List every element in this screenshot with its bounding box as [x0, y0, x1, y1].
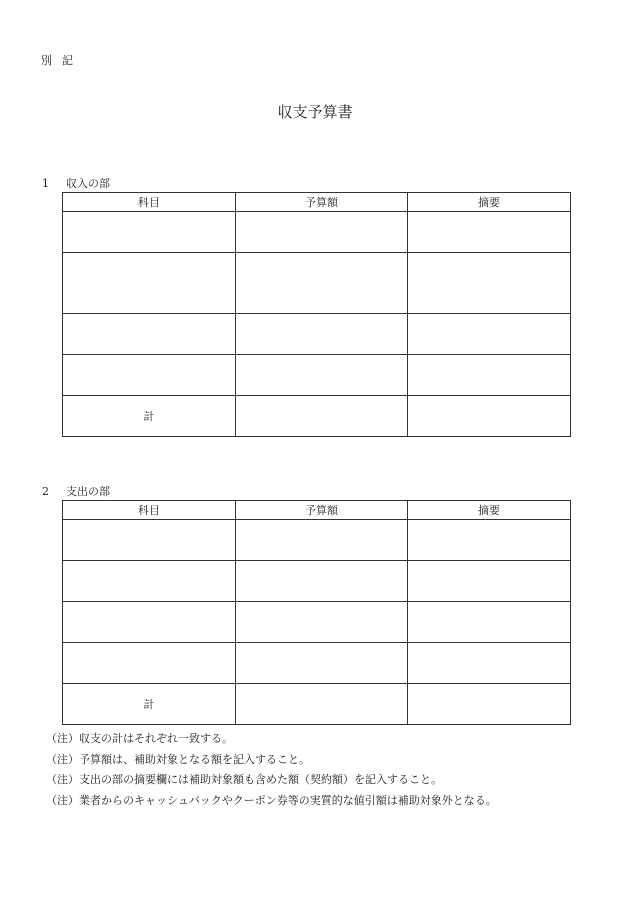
table-row — [63, 355, 571, 396]
amount-cell[interactable] — [236, 643, 408, 684]
total-amount-cell[interactable] — [236, 684, 408, 725]
table-row — [63, 602, 571, 643]
table-row — [63, 561, 571, 602]
total-row — [63, 684, 571, 725]
appendix-char: 別 — [41, 54, 52, 67]
amount-cell[interactable] — [236, 602, 408, 643]
section-number: 1 — [42, 177, 49, 190]
column-header-summary: 摘要 — [408, 193, 571, 212]
note-item: （注）予算額は、補助対象となる額を記入すること。 — [46, 752, 310, 766]
summary-cell[interactable] — [408, 643, 571, 684]
column-header-subject: 科目 — [63, 193, 236, 212]
appendix-label — [41, 52, 83, 68]
subject-cell[interactable] — [63, 602, 236, 643]
table-row — [63, 253, 571, 314]
note-item: （注）支出の部の摘要欄には補助対象額も含めた額（契約額）を記入すること。 — [46, 773, 442, 786]
amount-cell[interactable] — [236, 355, 408, 396]
subject-cell[interactable] — [63, 314, 236, 355]
summary-cell[interactable] — [408, 314, 571, 355]
subject-cell[interactable] — [63, 520, 236, 561]
column-header-amount: 予算額 — [236, 193, 408, 212]
section-title: 支出の部 — [66, 485, 110, 498]
total-amount-cell[interactable] — [236, 396, 408, 437]
subject-cell[interactable] — [63, 212, 236, 253]
note-item: （注）業者からのキャッシュバックやクーポン券等の実質的な値引額は補助対象外となる。 — [46, 793, 497, 807]
amount-cell[interactable] — [236, 212, 408, 253]
amount-cell[interactable] — [236, 520, 408, 561]
amount-cell[interactable] — [236, 314, 408, 355]
expense-section-heading — [42, 483, 110, 499]
subject-cell[interactable] — [63, 643, 236, 684]
note-item: （注）収支の計はそれぞれ一致する。 — [46, 732, 233, 745]
summary-cell[interactable] — [408, 253, 571, 314]
table-row — [63, 212, 571, 253]
summary-cell[interactable] — [408, 520, 571, 561]
total-summary-cell[interactable] — [408, 684, 571, 725]
column-header-amount: 予算額 — [236, 501, 408, 520]
subject-cell[interactable] — [63, 355, 236, 396]
summary-cell[interactable] — [408, 355, 571, 396]
summary-cell[interactable] — [408, 212, 571, 253]
column-header-subject: 科目 — [63, 501, 236, 520]
total-row — [63, 396, 571, 437]
column-header-summary: 摘要 — [408, 501, 571, 520]
total-summary-cell[interactable] — [408, 396, 571, 437]
notes-list — [46, 729, 497, 811]
income-section-heading — [42, 175, 110, 191]
subject-cell[interactable] — [63, 561, 236, 602]
document-title: 収支予算書 — [277, 103, 353, 121]
table-header-row — [63, 193, 571, 212]
income-table — [62, 192, 571, 437]
total-label: 計 — [63, 684, 236, 725]
expense-table — [62, 500, 571, 725]
subject-cell[interactable] — [63, 253, 236, 314]
appendix-char: 記 — [62, 54, 73, 67]
section-title: 収入の部 — [66, 177, 110, 190]
table-row — [63, 520, 571, 561]
table-row — [63, 643, 571, 684]
amount-cell[interactable] — [236, 253, 408, 314]
summary-cell[interactable] — [408, 602, 571, 643]
section-number: 2 — [42, 485, 49, 498]
summary-cell[interactable] — [408, 561, 571, 602]
table-header-row — [63, 501, 571, 520]
total-label: 計 — [63, 396, 236, 437]
amount-cell[interactable] — [236, 561, 408, 602]
table-row — [63, 314, 571, 355]
